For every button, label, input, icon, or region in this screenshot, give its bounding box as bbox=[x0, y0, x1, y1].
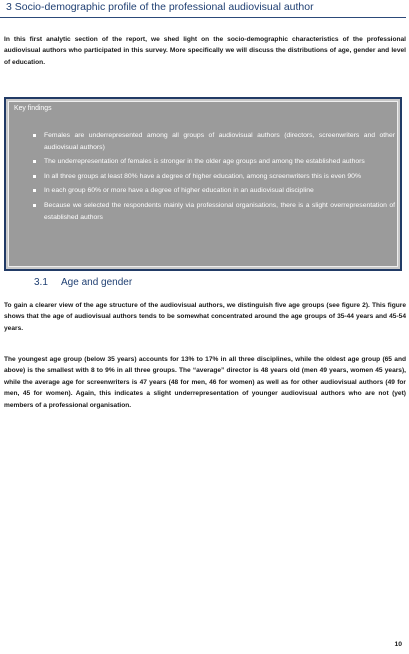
key-findings-title: Key findings bbox=[14, 105, 52, 112]
subsection-number: 3.1 bbox=[34, 277, 48, 288]
key-finding-text: Because we selected the respondents mainly via professional organisations, there is a slight overrepresentation of established authors bbox=[44, 201, 395, 221]
key-findings-box bbox=[4, 97, 402, 271]
key-finding-text: Females are underrepresented among all groups of audiovisual authors (directors, screenwriters and other audiovisual authors) bbox=[44, 132, 395, 151]
key-finding-text: In all three groups at least 80% have a degree of higher education, among screenwriters this is even 90% bbox=[44, 172, 361, 180]
key-finding-item bbox=[9, 200, 403, 223]
bullet-icon bbox=[33, 189, 36, 192]
section-title: 3 Socio-demographic profile of the professional audiovisual author bbox=[6, 1, 314, 13]
key-finding-item bbox=[9, 185, 403, 197]
key-finding-item bbox=[9, 156, 403, 168]
bullet-icon bbox=[33, 204, 36, 207]
bullet-icon bbox=[33, 175, 36, 178]
bullet-icon bbox=[33, 134, 36, 137]
key-finding-item bbox=[9, 130, 403, 153]
subsection-title bbox=[34, 277, 334, 288]
page-number: 10 bbox=[394, 641, 402, 648]
body-paragraph: The youngest age group (below 35 years) accounts for 13% to 17% in all three disciplines, while the oldest age group (65 and above) is the smallest with 8 to 9% in all three groups. The “average” director is 48 years old (men 49 years, women 45 years), while the average age for screenwriters is 47 years (48 for men, 46 for women) as well as for other audiovisual authors (49 for men, 45 for women). Again, this indicates a slight underrepresentation of younger audiovisual authors who are not (yet) members of a professional organisation. bbox=[4, 356, 406, 409]
key-finding-item bbox=[9, 171, 403, 183]
title-underline bbox=[0, 17, 406, 18]
key-findings-list bbox=[9, 130, 403, 226]
bullet-icon bbox=[33, 160, 36, 163]
intro-paragraph: In this first analytic section of the report, we shed light on the socio-demographic characteristics of the professional audiovisual authors who participated in this survey. More specifically we will discuss the distributions of age, gender and level of education. bbox=[4, 36, 406, 66]
subsection-label: Age and gender bbox=[61, 277, 133, 288]
key-findings-panel bbox=[8, 101, 398, 267]
body-paragraph: To gain a clearer view of the age structure of the audiovisual authors, we distinguish five age groups (see figure 2). This figure shows that the age of audiovisual authors tends to be somewhat concentrated around the age groups of 35-44 years and 45-54 years. bbox=[4, 302, 406, 332]
key-finding-text: The underrepresentation of females is stronger in the older age groups and among the established authors bbox=[44, 158, 365, 166]
key-finding-text: In each group 60% or more have a degree of higher education in an audiovisual discipline bbox=[44, 187, 314, 195]
